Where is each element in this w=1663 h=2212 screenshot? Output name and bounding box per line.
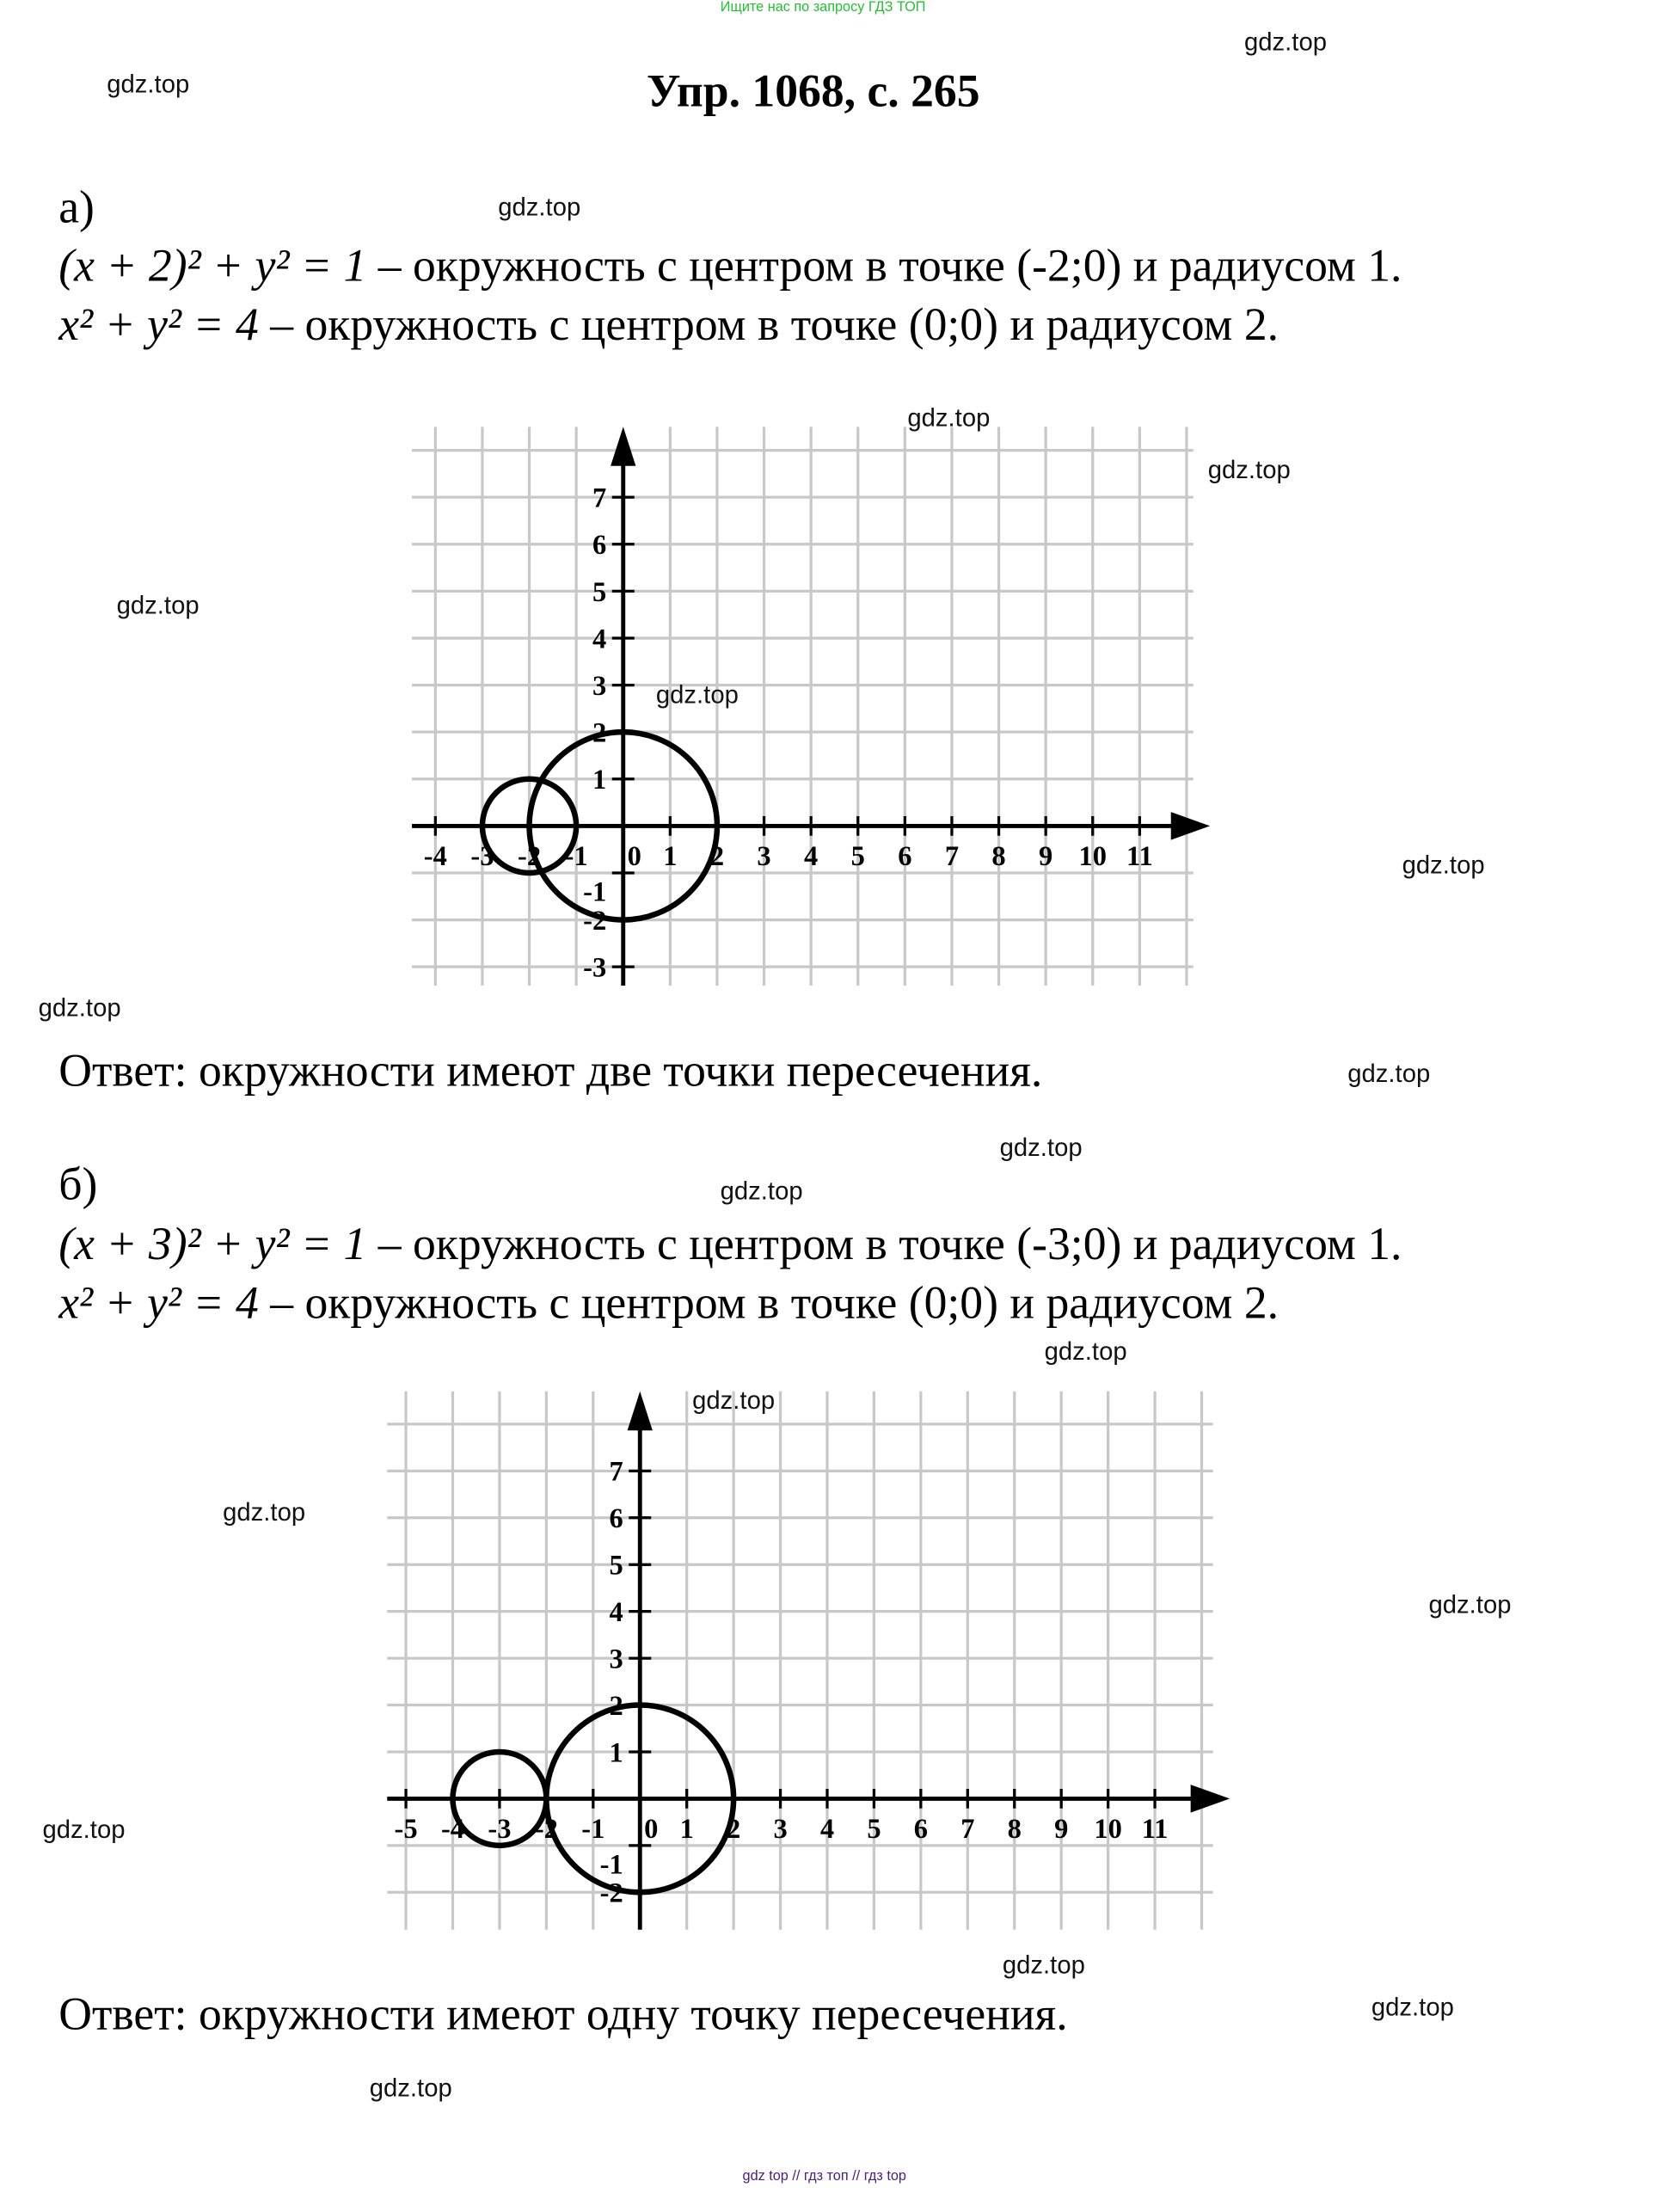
y-tick-label: -1 (599, 1849, 623, 1881)
x-tick-label: 0 (644, 1813, 659, 1845)
x-tick-label: 8 (1007, 1813, 1022, 1845)
y-axis-arrow-icon (628, 1392, 653, 1431)
x-tick-label: -5 (394, 1813, 418, 1845)
part-a-answer: Ответ: окружности имеют две точки пересечения. (58, 1047, 1043, 1097)
y-tick-label: 3 (592, 670, 607, 702)
x-tick-label: 5 (850, 840, 865, 872)
watermark: gdz.top (1044, 1337, 1127, 1366)
x-tick-label: -3 (488, 1813, 512, 1845)
watermark: gdz.top (999, 1133, 1083, 1162)
page-title: Упр. 1068, с. 265 (646, 67, 980, 118)
x-tick-label: -2 (534, 1813, 558, 1845)
x-tick-label: 2 (709, 840, 725, 872)
x-tick-label: 11 (1126, 840, 1153, 872)
y-tick-label: 1 (592, 765, 607, 796)
x-tick-label: 4 (819, 1813, 835, 1845)
x-tick-label: 6 (913, 1813, 928, 1845)
x-tick-label: 7 (944, 840, 960, 872)
part-b-label: б) (58, 1159, 98, 1211)
x-tick-label: -2 (518, 840, 542, 872)
x-tick-label: 10 (1078, 840, 1107, 872)
watermark: gdz.top (1402, 851, 1485, 880)
watermark: gdz.top (1207, 455, 1291, 484)
equation-math: (x + 2)² + y² = 1 (58, 242, 367, 292)
x-tick-label: 9 (1054, 1813, 1069, 1845)
watermark: gdz.top (116, 591, 199, 619)
equation-text: – окружность с центром в точке (0;0) и радиусом 2. (258, 300, 1279, 351)
equation-text: – окружность с центром в точке (0;0) и радиусом 2. (258, 1278, 1279, 1330)
watermark: gdz.top (720, 1177, 803, 1205)
watermark: gdz.top (1244, 28, 1327, 56)
footer-watermark: gdz top // гдз топ // гдз top (742, 2169, 906, 2184)
watermark: gdz.top (1347, 1059, 1431, 1088)
y-tick-label: -2 (599, 1877, 623, 1909)
x-tick-label: -3 (470, 840, 494, 872)
watermark: gdz.top (498, 193, 581, 221)
y-tick-label: 6 (609, 1503, 623, 1535)
y-tick-label: 7 (609, 1456, 623, 1488)
y-tick-label: 2 (609, 1690, 623, 1722)
watermark: gdz.top (692, 1386, 776, 1415)
x-tick-label: 6 (898, 840, 912, 872)
x-tick-label: 9 (1039, 840, 1053, 872)
equation-math: x² + y² = 4 (58, 1278, 259, 1330)
watermark: gdz.top (223, 1498, 306, 1527)
x-tick-label: 5 (867, 1813, 881, 1845)
equation-text: – окружность с центром в точке (-2;0) и радиусом 1. (366, 242, 1402, 292)
x-tick-label: 3 (773, 1813, 788, 1845)
watermark: gdz.top (38, 993, 121, 1022)
x-tick-label: 0 (627, 840, 641, 872)
equation-text: – окружность с центром в точке (-3;0) и радиусом 1. (366, 1220, 1402, 1271)
x-tick-label: 10 (1094, 1813, 1122, 1845)
x-tick-label: -4 (440, 1813, 465, 1845)
equation-math: x² + y² = 4 (58, 300, 259, 351)
y-tick-label: 4 (609, 1597, 623, 1628)
y-tick-label: -3 (583, 952, 607, 984)
watermark: gdz.top (1002, 1951, 1085, 1979)
x-tick-label: 8 (991, 840, 1006, 872)
y-tick-label: 7 (592, 482, 607, 514)
watermark: gdz.top (369, 2074, 452, 2102)
y-tick-label: 5 (592, 576, 607, 608)
watermark: gdz.top (907, 403, 991, 433)
watermark: gdz.top (107, 70, 190, 98)
x-tick-label: -1 (564, 840, 588, 872)
y-tick-label: 2 (592, 717, 607, 749)
y-tick-label: 5 (609, 1550, 623, 1582)
y-tick-label: 6 (592, 530, 607, 562)
y-tick-label: 4 (592, 624, 607, 655)
watermark: gdz.top (1371, 1993, 1454, 2021)
search-hint: Ищите нас по запросу ГДЗ ТОП (720, 0, 926, 15)
y-tick-label: -2 (583, 905, 607, 937)
x-axis-arrow-icon (1191, 1785, 1230, 1813)
watermark: gdz.top (42, 1815, 126, 1844)
part-a-label: а) (58, 182, 95, 234)
part-b-answer: Ответ: окружности имеют одну точку пересечения. (58, 1990, 1068, 2041)
x-tick-label: 11 (1141, 1813, 1169, 1845)
equation-math: (x + 3)² + y² = 1 (58, 1220, 367, 1271)
x-tick-label: -1 (581, 1813, 605, 1845)
y-tick-label: 1 (609, 1737, 623, 1769)
y-tick-label: -1 (583, 876, 607, 908)
x-tick-label: 7 (960, 1813, 975, 1845)
x-tick-label: 1 (663, 840, 678, 872)
x-tick-label: 4 (804, 840, 819, 872)
y-tick-label: 3 (609, 1644, 623, 1675)
watermark: gdz.top (1428, 1590, 1512, 1619)
watermark: gdz.top (655, 680, 739, 709)
x-tick-label: 2 (727, 1813, 741, 1845)
x-tick-label: 1 (679, 1813, 694, 1845)
x-tick-label: 3 (757, 840, 771, 872)
x-tick-label: -4 (423, 840, 447, 872)
